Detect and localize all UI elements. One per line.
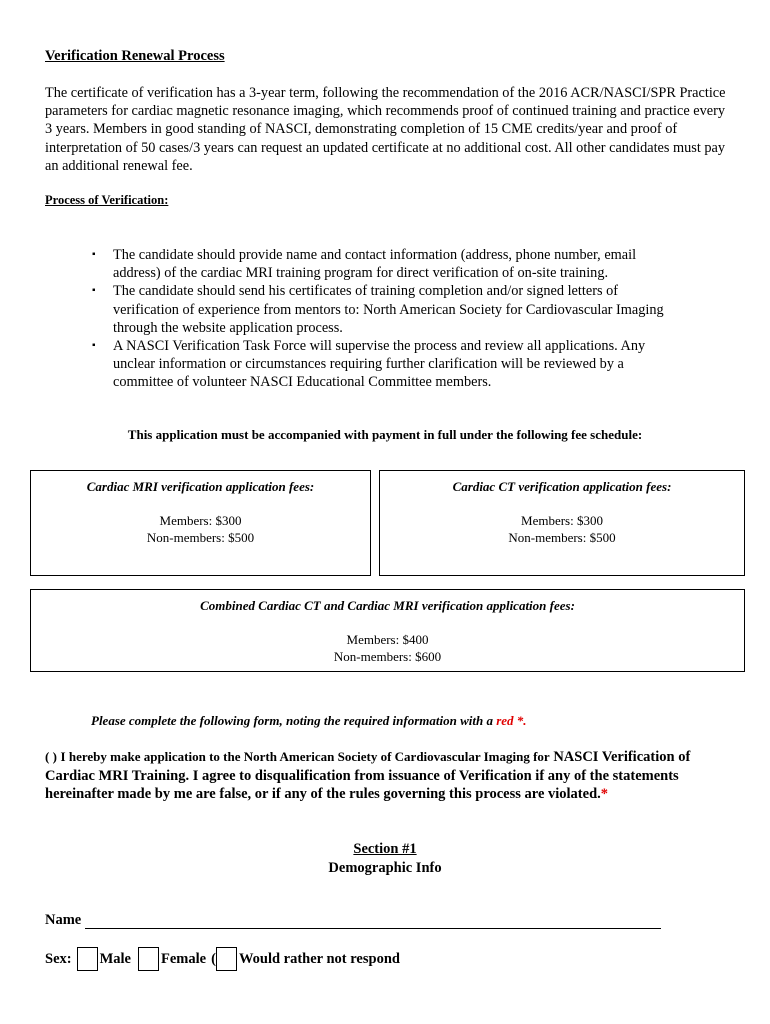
no-response-checkbox[interactable] bbox=[216, 947, 237, 971]
list-item-text: The candidate should provide name and contact information (address, phone number, email address) of the cardiac MRI training program for direct verification of on-site training. bbox=[113, 247, 637, 282]
page-heading: Verification Renewal Process bbox=[45, 48, 225, 64]
mri-fee-title: Cardiac MRI verification application fees: bbox=[86, 479, 315, 494]
declaration-text: NASCI Verification of Cardiac MRI Training. I agree to disqualification from issuance of Verification if any of the statements hereinafter made by me are false, or if any of the rules governing this process are violated. bbox=[45, 749, 691, 802]
sex-label: Sex: bbox=[45, 950, 72, 967]
declaration bbox=[45, 748, 725, 804]
intro-paragraph: The certificate of verification has a 3-year term, following the recommendation of the 2016 ACR/NASCI/SPR Practice parameters for cardiac magnetic resonance imaging, which recommends proof of continued training and practice every 3 years. Members in good standing of NASCI, demonstrating completion of 15 CME credits/year and proof of interpretation of 50 cases/3 years can request an updated certificate at no additional cost. All other candidates must pay an additional renewal fee. bbox=[45, 85, 726, 174]
sex-row bbox=[45, 946, 400, 972]
no-response-option-label: Would rather not respond bbox=[238, 950, 400, 967]
ct-member-fee: Members: $300 bbox=[521, 513, 603, 528]
list-item bbox=[0, 337, 673, 392]
ct-fee-box bbox=[379, 470, 745, 576]
form-instructions bbox=[91, 713, 527, 729]
male-option-label: Male bbox=[99, 950, 131, 967]
required-mark: * bbox=[600, 786, 609, 802]
section-title: Demographic Info bbox=[328, 859, 442, 876]
list-item-text: The candidate should send his certificates of training completion and/or signed letters of verification of experience from mentors to: North American Society for Cardiovascular Imaging through the website application process. bbox=[113, 283, 664, 336]
male-checkbox[interactable] bbox=[77, 947, 98, 971]
process-heading: Process of Verification: bbox=[45, 193, 169, 207]
combined-fee-box bbox=[30, 589, 745, 672]
combined-fee-title: Combined Cardiac CT and Cardiac MRI verification application fees: bbox=[200, 598, 575, 613]
female-option-label: Female bbox=[161, 950, 207, 967]
list-item bbox=[0, 246, 673, 282]
combined-member-fee: Members: $400 bbox=[346, 632, 429, 647]
list-item-text: A NASCI Verification Task Force will supervise the process and review all applications. Any unclear information or circumstances requiring further clarification will be reviewed by a committee of volunteer NASCI Educational Committee members. bbox=[113, 338, 646, 391]
paren-glyph: ( bbox=[211, 950, 216, 967]
combined-nonmember-fee: Non-members: $600 bbox=[333, 649, 442, 664]
square-bullet-icon: ▪ bbox=[92, 249, 96, 260]
female-checkbox[interactable] bbox=[138, 947, 159, 971]
name-label: Name bbox=[45, 912, 82, 928]
square-bullet-icon: ▪ bbox=[92, 340, 96, 352]
mri-fee-box bbox=[30, 470, 371, 576]
declaration-lead: I hereby make application to the North American Society of Cardiovascular Imaging for bbox=[60, 749, 550, 764]
mri-member-fee: Members: $300 bbox=[159, 513, 242, 528]
process-list bbox=[0, 246, 690, 392]
ct-nonmember-fee: Non-members: $500 bbox=[508, 530, 616, 545]
payment-notice: This application must be accompanied with payment in full under the following fee schedule: bbox=[127, 427, 643, 442]
mri-nonmember-fee: Non-members: $500 bbox=[146, 530, 255, 545]
instructions-text: Please complete the following form, noting the required information with a bbox=[91, 713, 493, 728]
ct-fee-title: Cardiac CT verification application fees: bbox=[452, 479, 672, 494]
section-header bbox=[0, 840, 770, 877]
name-row bbox=[45, 912, 661, 929]
name-field[interactable] bbox=[85, 914, 661, 929]
declaration-checkbox[interactable]: ( ) bbox=[45, 749, 57, 764]
list-item bbox=[0, 282, 673, 337]
square-bullet-icon: ▪ bbox=[92, 285, 96, 297]
section-number: Section #1 bbox=[353, 841, 417, 857]
required-legend: red *. bbox=[496, 713, 527, 728]
